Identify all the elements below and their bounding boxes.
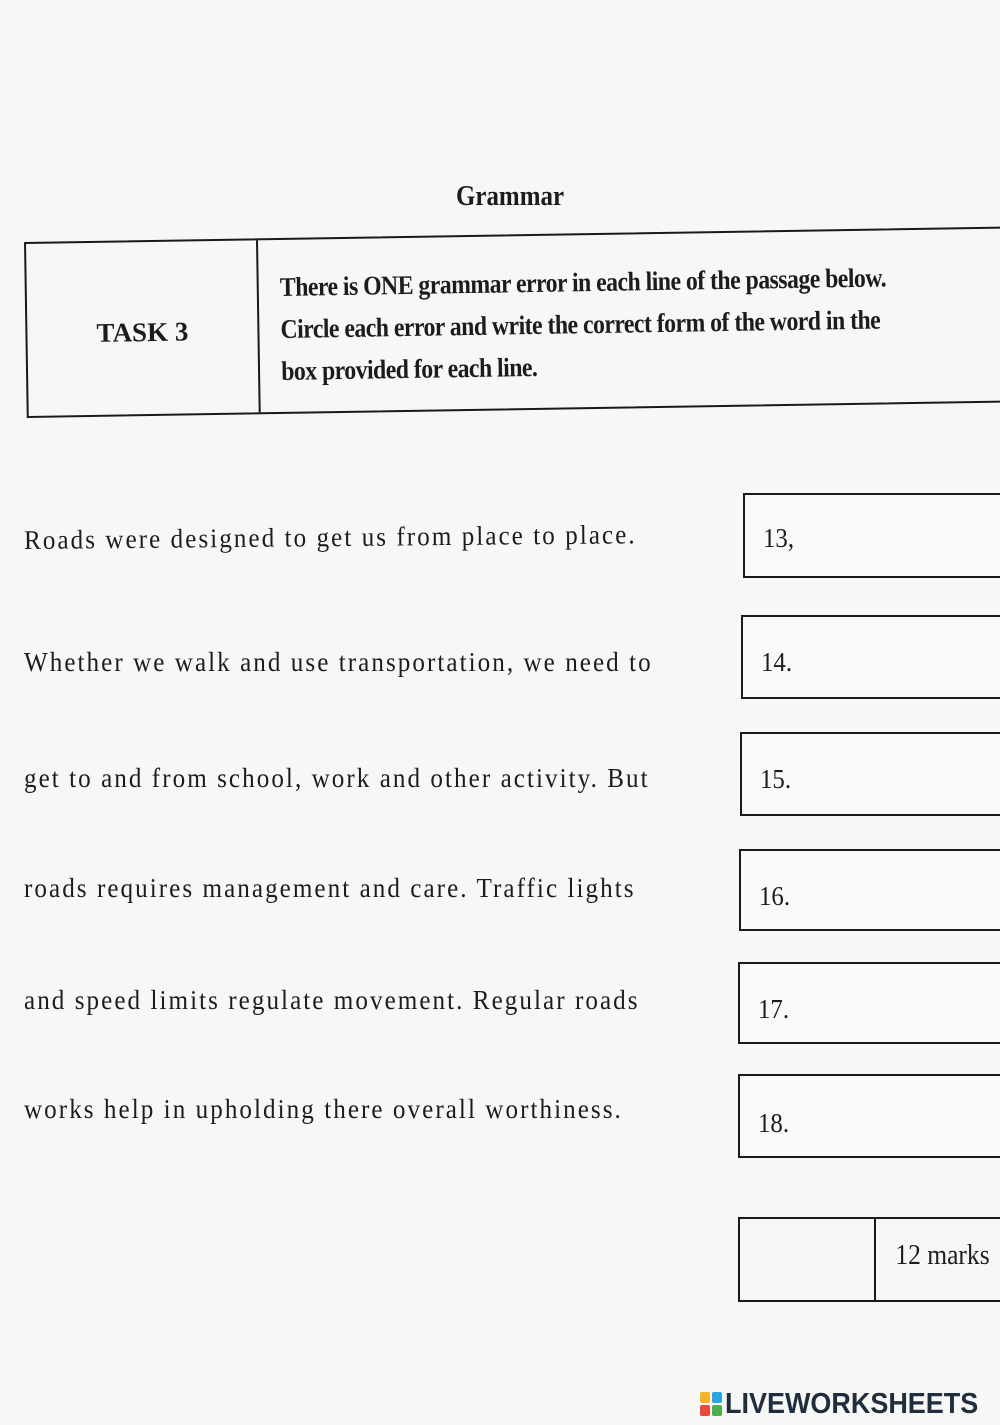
page-title: Grammar	[455, 180, 565, 212]
passage-line-18: works help in upholding there overall worthiness.	[24, 1094, 623, 1124]
passage-line-16: roads requires management and care. Traffic lights	[24, 873, 636, 903]
answer-number-18: 18.	[758, 1108, 790, 1138]
answer-number-16: 16.	[759, 881, 791, 911]
task-instructions: There is ONE grammar error in each line of the passage below. Circle each error and write the correct form of the word in the box provided for each line.	[279, 262, 887, 386]
liveworksheets-logo-icon	[700, 1392, 722, 1416]
passage-line-14: Whether we walk and use transportation, we need to	[24, 647, 653, 677]
answer-number-17: 17.	[758, 994, 790, 1024]
task-instruction-table	[24, 226, 1000, 418]
passage-line-15: get to and from school, work and other activity. But	[24, 763, 650, 793]
answer-number-14: 14.	[761, 647, 793, 677]
marks-score-cell[interactable]	[740, 1219, 876, 1300]
marks-box	[738, 1217, 1000, 1302]
answer-box-14[interactable]	[741, 615, 1000, 699]
marks-label: 12 marks	[895, 1239, 990, 1271]
answer-box-18[interactable]	[738, 1074, 1000, 1158]
passage-line-13: Roads were designed to get us from place to place.	[23, 519, 637, 555]
task-label: TASK 3	[26, 240, 261, 416]
answer-box-13[interactable]	[743, 493, 1000, 578]
watermark-text: LIVEWORKSHEETS	[725, 1387, 979, 1420]
passage-line-17: and speed limits regulate movement. Regular roads	[24, 985, 640, 1015]
answer-box-15[interactable]	[740, 732, 1000, 816]
answer-number-13: 13,	[763, 523, 795, 553]
answer-number-15: 15.	[760, 764, 792, 794]
answer-box-17[interactable]	[738, 962, 1000, 1044]
answer-box-16[interactable]	[739, 849, 1000, 931]
liveworksheets-watermark	[700, 1386, 997, 1422]
